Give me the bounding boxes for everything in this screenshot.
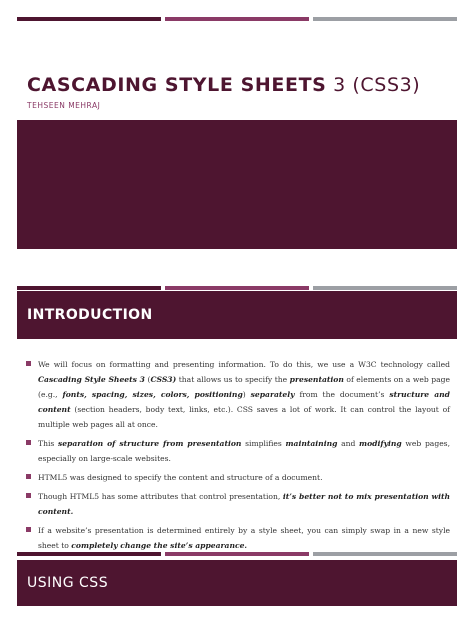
accent-bar-gray xyxy=(313,286,457,290)
slide2-header xyxy=(17,291,457,339)
accent-bar-plum xyxy=(165,552,309,556)
bullet-square-icon xyxy=(26,440,31,445)
bullet-square-icon xyxy=(26,361,31,366)
slide1-title-bold: CASCADING STYLE SHEETS xyxy=(27,74,327,96)
accent-bar-plum xyxy=(165,286,309,290)
accent-bar-plum xyxy=(165,17,309,21)
slide2-heading: INTRODUCTION xyxy=(27,307,153,323)
slide1-author: TEHSEEN MEHRAJ xyxy=(27,101,101,110)
bullet-square-icon xyxy=(26,527,31,532)
bullet-item: This separation of structure from presentation simplifies maintaining and modifying web pages, especially on large-scale websites. xyxy=(26,436,450,466)
accent-bar-dark xyxy=(17,552,161,556)
bullet-item: We will focus on formatting and presenting information. To do this, we use a W3C technology called Cascading Style Sheets 3 (CSS3) that allows us to specify the presentation of elements on a web page (e.g., fonts, spacing, sizes, colors, positioning) separately from the document’s structure and content (section headers, body text, links, etc.). CSS saves a lot of work. It can control the layout of multiple web pages all at once. xyxy=(26,357,450,432)
slide1-title xyxy=(27,74,420,96)
slide2-accent-bars xyxy=(17,286,457,290)
slide1-color-block xyxy=(17,120,457,249)
bullet-square-icon xyxy=(26,474,31,479)
accent-bar-dark xyxy=(17,286,161,290)
accent-bar-gray xyxy=(313,17,457,21)
accent-bar-dark xyxy=(17,17,161,21)
bullet-item: Though HTML5 has some attributes that control presentation, it’s better not to mix presentation with content. xyxy=(26,489,450,519)
slide3-accent-bars xyxy=(17,552,457,556)
slide3-header xyxy=(17,560,457,606)
slide1-title-light: 3 (CSS3) xyxy=(326,74,421,96)
bullet-square-icon xyxy=(26,493,31,498)
bullet-item: If a website’s presentation is determined entirely by a style sheet, you can simply swap in a new style sheet to completely change the site’s appearance. xyxy=(26,523,450,553)
slide1-accent-bars xyxy=(17,17,457,21)
slide3-heading: USING CSS xyxy=(27,575,109,591)
accent-bar-gray xyxy=(313,552,457,556)
bullet-item: HTML5 was designed to specify the content and structure of a document. xyxy=(26,470,450,485)
slide2-bullet-list xyxy=(26,357,450,557)
